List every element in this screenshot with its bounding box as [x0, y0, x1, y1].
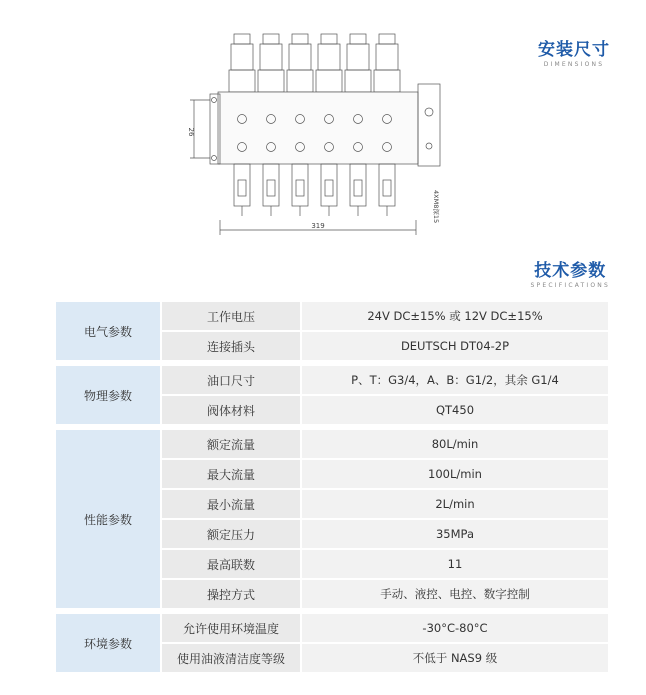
spec-group-physical	[56, 366, 608, 424]
spec-row	[162, 302, 608, 330]
spec-param-value: DEUTSCH DT04-2P	[302, 332, 608, 360]
lever-detail	[238, 180, 246, 196]
outlet-port	[426, 143, 432, 149]
lever-detail	[383, 180, 391, 196]
spec-row	[162, 520, 608, 548]
solenoid-cap	[234, 34, 250, 44]
section-lever	[321, 164, 337, 206]
spec-param-name: 允许使用环境温度	[162, 614, 300, 642]
solenoid-base	[287, 70, 313, 92]
spec-param-name: 工作电压	[162, 302, 300, 330]
lever-detail	[296, 180, 304, 196]
spec-param-name: 额定流量	[162, 430, 300, 458]
section-lever	[379, 164, 395, 206]
solenoid-coil	[376, 44, 398, 70]
spec-row	[162, 366, 608, 394]
spec-category: 性能参数	[56, 430, 160, 608]
spec-row	[162, 644, 608, 672]
mount-hole-label: 4XM8深15	[432, 190, 440, 224]
specs-title: 技术参数	[534, 261, 607, 281]
spec-group-environment	[56, 614, 608, 672]
solenoid-base	[316, 70, 342, 92]
solenoid-coil	[231, 44, 253, 70]
solenoid-base	[345, 70, 371, 92]
spec-row	[162, 396, 608, 424]
spec-param-value: 11	[302, 550, 608, 578]
spec-param-name: 阀体材料	[162, 396, 300, 424]
dimensions-heading	[538, 40, 610, 69]
spec-group-performance	[56, 430, 608, 608]
spec-row	[162, 430, 608, 458]
spec-param-name: 使用油液清洁度等级	[162, 644, 300, 672]
section-lever	[234, 164, 250, 206]
spec-param-name: 额定压力	[162, 520, 300, 548]
solenoid-coil	[260, 44, 282, 70]
spec-param-name: 最高联数	[162, 550, 300, 578]
solenoid-cap	[292, 34, 308, 44]
spec-param-name: 连接插头	[162, 332, 300, 360]
lever-detail	[267, 180, 275, 196]
solenoid-cap	[350, 34, 366, 44]
solenoid-coil	[347, 44, 369, 70]
spec-param-name: 操控方式	[162, 580, 300, 608]
width-dimension-label: 319	[311, 222, 325, 230]
spec-param-value: QT450	[302, 396, 608, 424]
spec-row	[162, 490, 608, 518]
solenoid-coil	[318, 44, 340, 70]
spec-category: 物理参数	[56, 366, 160, 424]
spec-group-electrical	[56, 302, 608, 360]
spec-param-value: 不低于 NAS9 级	[302, 644, 608, 672]
solenoid-base	[258, 70, 284, 92]
spec-table	[56, 302, 608, 678]
height-dimension-label: 26	[187, 127, 195, 137]
specs-subtitle: SPECIFICATIONS	[530, 282, 610, 289]
spec-category: 电气参数	[56, 302, 160, 360]
solenoid-base	[229, 70, 255, 92]
spec-param-name: 最大流量	[162, 460, 300, 488]
solenoid-base	[374, 70, 400, 92]
spec-row	[162, 332, 608, 360]
spec-row	[162, 614, 608, 642]
lever-detail	[325, 180, 333, 196]
lever-detail	[354, 180, 362, 196]
spec-row	[162, 580, 608, 608]
dimensions-title: 安装尺寸	[538, 40, 610, 60]
section-lever	[263, 164, 279, 206]
bolt-hole	[212, 156, 217, 161]
solenoid-cap	[263, 34, 279, 44]
spec-category: 环境参数	[56, 614, 160, 672]
spec-param-value: 100L/min	[302, 460, 608, 488]
dimensions-subtitle: DIMENSIONS	[543, 61, 605, 68]
solenoid-coil	[289, 44, 311, 70]
spec-param-value: 24V DC±15% 或 12V DC±15%	[302, 302, 608, 330]
spec-param-name: 最小流量	[162, 490, 300, 518]
solenoid-cap	[379, 34, 395, 44]
spec-param-value: 2L/min	[302, 490, 608, 518]
section-lever	[350, 164, 366, 206]
solenoid-cap	[321, 34, 337, 44]
spec-param-value: 手动、液控、电控、数字控制	[302, 580, 608, 608]
specs-heading	[531, 261, 610, 290]
spec-row	[162, 460, 608, 488]
inlet-port	[425, 108, 433, 116]
spec-param-value: 80L/min	[302, 430, 608, 458]
spec-param-value: P、T：G3/4，A、B：G1/2，其余 G1/4	[302, 366, 608, 394]
spec-row	[162, 550, 608, 578]
section-lever	[292, 164, 308, 206]
valve-dimension-drawing	[180, 20, 450, 245]
spec-param-value: -30°C-80°C	[302, 614, 608, 642]
bolt-hole	[212, 98, 217, 103]
spec-param-value: 35MPa	[302, 520, 608, 548]
spec-param-name: 油口尺寸	[162, 366, 300, 394]
